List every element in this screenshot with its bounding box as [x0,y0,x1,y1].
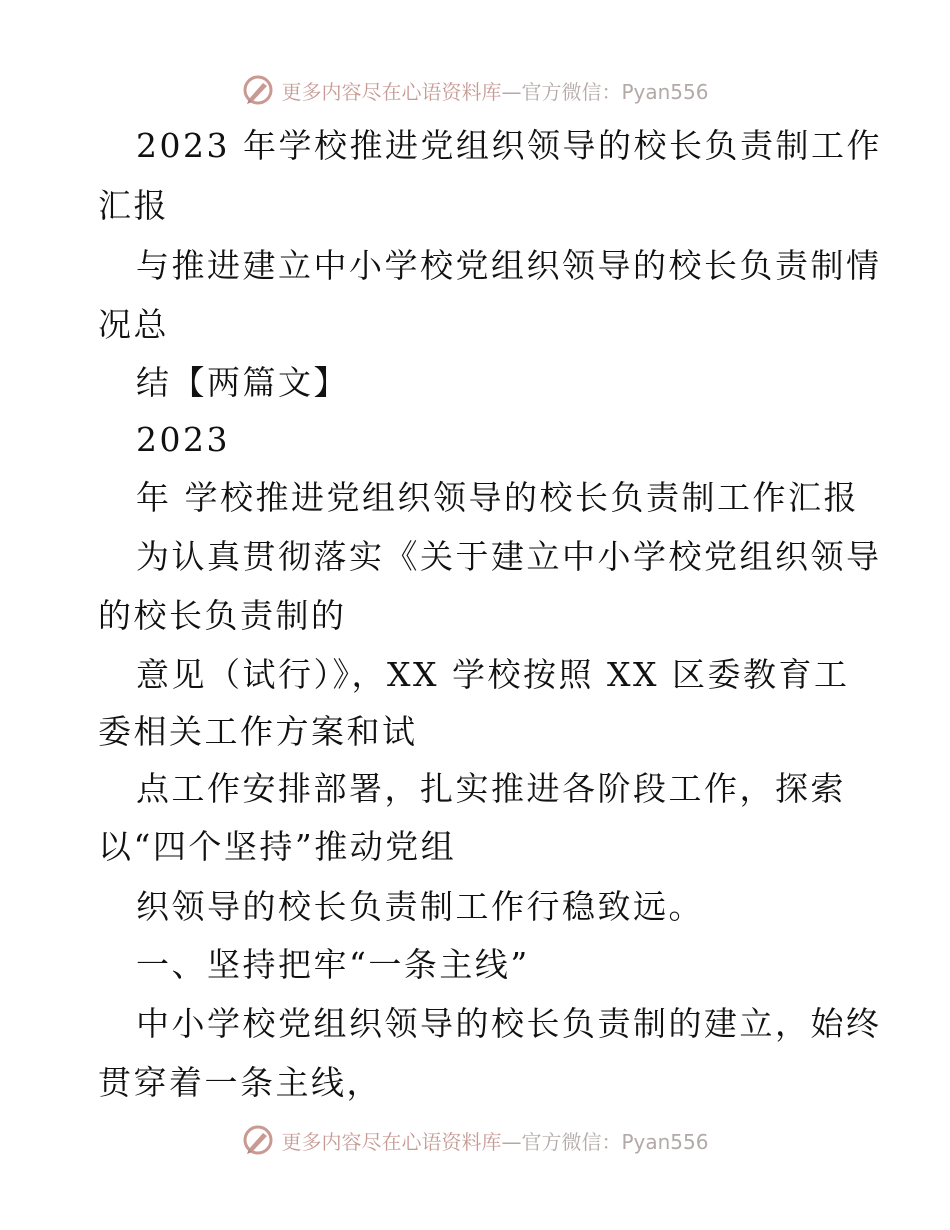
paragraph-1-line-3: 意见（试行）》，XX 学校按照 XX 区委教育工 [136,655,850,694]
watermark-site-text: 更多内容尽在心语资料库 [281,1129,502,1154]
paragraph-1-line-1: 为认真贯彻落实《关于建立中小学校党组织领导 [136,537,882,576]
paragraph-1-line-7: 织领导的校长负责制工作行稳致远。 [136,887,704,926]
subtitle-line-1: 与推进建立中小学校党组织领导的校长负责制情 [136,246,882,285]
watermark-official-text: —官方微信：Pyan556 [501,1129,709,1154]
title-line-1: 2023 年学校推进党组织领导的校长负责制工作 [136,126,882,165]
paragraph-1-line-5: 点工作安排部署，扎实推进各阶段工作，探索 [136,769,846,808]
heading-one: 一、坚持把牢“一条主线” [136,945,530,984]
watermark-official-text: —官方微信：Pyan556 [501,79,709,104]
paragraph-2-line-2: 贯穿着一条主线， [98,1063,382,1102]
paragraph-1-line-6: 以“四个坚持”推动党组 [98,827,457,866]
paragraph-1-line-4: 委相关工作方案和试 [98,712,418,751]
paragraph-2-line-1: 中小学校党组织领导的校长负责制的建立，始终 [136,1004,882,1043]
subtitle-line-3: 结【两篇文】 [136,363,349,402]
footer-watermark [0,1120,950,1160]
title-line-2: 汇报 [98,186,169,225]
pen-circle-logo-icon [241,1123,275,1157]
watermark-site-text: 更多内容尽在心语资料库 [281,79,502,104]
paragraph-1-line-2: 的校长负责制的 [98,596,347,635]
section-title: 年 学校推进党组织领导的校长负责制工作汇报 [136,478,859,517]
subtitle-line-2: 况总 [98,305,169,344]
year-line: 2023 [136,420,230,459]
